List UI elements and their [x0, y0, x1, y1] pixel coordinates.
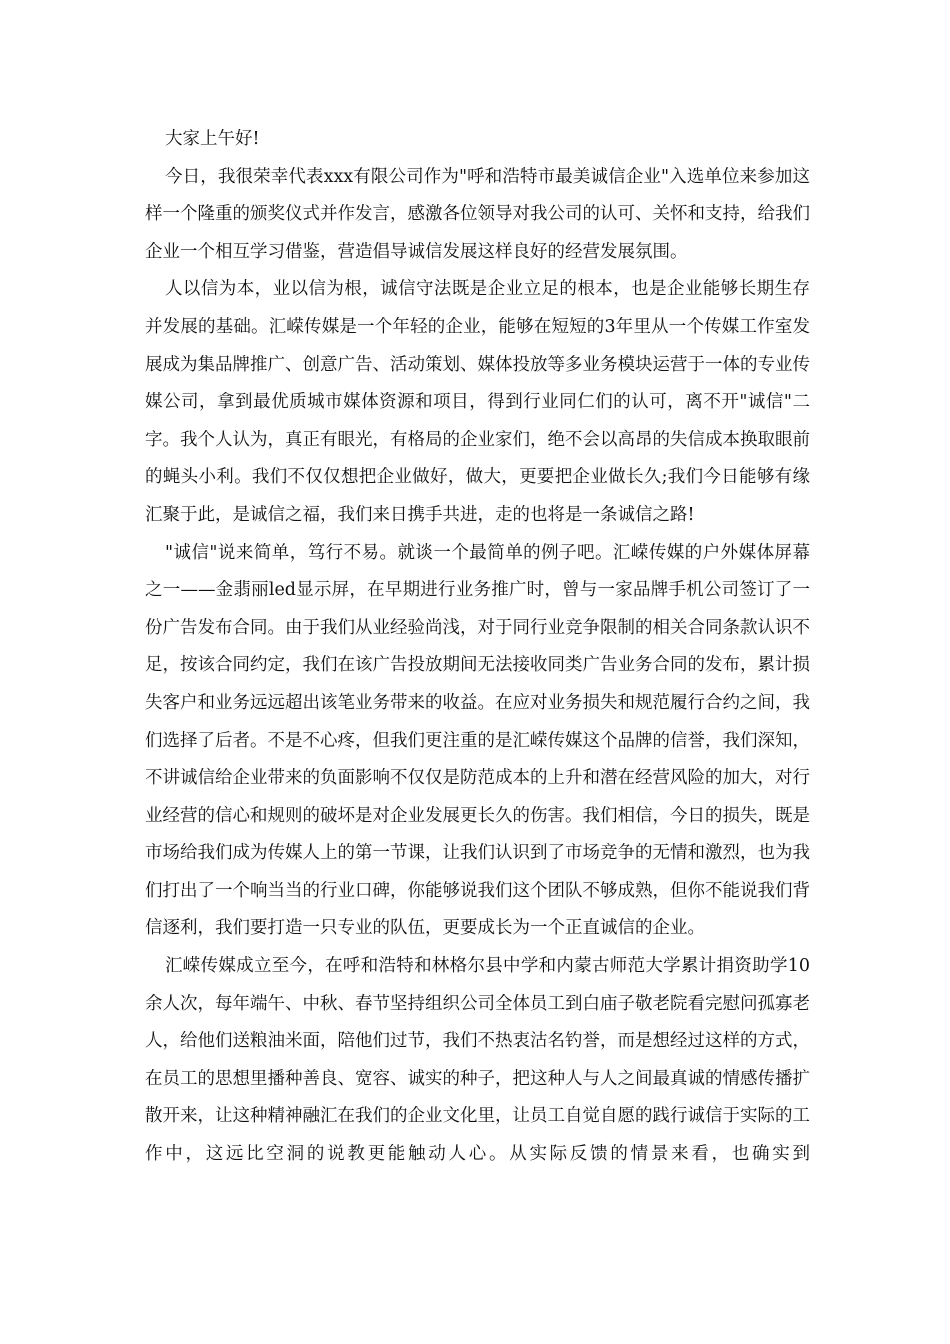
integrity-foundation-paragraph: 人以信为本，业以信为根，诚信守法既是企业立足的根本，也是企业能够长期生存并发展的基础。汇嵘传媒是一个年轻的企业，能够在短短的3年里从一个传媒工作室发展成为集品牌推广、创意广告、活动策划、媒体投放等多业务模块运营于一体的专业传媒公司，拿到最优质城市媒体资源和项目，得到行业同仁们的认可，离不开"诚信"二字。我个人认为，真正有眼光，有格局的企业家们，绝不会以高昂的失信成本换取眼前的蝇头小利。我们不仅仅想把企业做好，做大，更要把企业做长久;我们今日能够有缘汇聚于此，是诚信之福，我们来日携手共进，走的也将是一条诚信之路! — [145, 279, 810, 525]
speech-body — [145, 121, 810, 1174]
example-paragraph: "诚信"说来简单，笃行不易。就谈一个最简单的例子吧。汇嵘传媒的户外媒体屏幕之一——金翡丽led显示屏，在早期进行业务推广时，曾与一家品牌手机公司签订了一份广告发布合同。由于我们从业经验尚浅，对于同行业竞争限制的相关合同条款认识不足，按该合同约定，我们在该广告投放期间无法接收同类广告业务合同的发布，累计损失客户和业务远远超出该笔业务带来的收益。在应对业务损失和规范履行合约之间，我们选择了后者。不是不心疼，但我们更注重的是汇嵘传媒这个品牌的信誉，我们深知，不讲诚信给企业带来的负面影响不仅仅是防范成本的上升和潜在经营风险的加大，对行业经营的信心和规则的破坏是对企业发展更长久的伤害。我们相信，今日的损失，既是市场给我们成为传媒人上的第一节课，让我们认识到了市场竞争的无情和激烈，也为我们打出了一个响当当的行业口碑，你能够说我们这个团队不够成熟，但你不能说我们背信逐利，我们要打造一只专业的队伍，更要成长为一个正直诚信的企业。 — [145, 542, 810, 939]
greeting-paragraph: 大家上午好! — [165, 129, 260, 149]
opening-paragraph: 今日，我很荣幸代表xxx有限公司作为"呼和浩特市最美诚信企业"入选单位来参加这样一个隆重的颁奖仪式并作发言，感激各位领导对我公司的认可、关怀和支持，给我们企业一个相互学习借鉴，营造倡导诚信发展这样良好的经营发展氛围。 — [145, 166, 810, 262]
charity-paragraph: 汇嵘传媒成立至今，在呼和浩特和林格尔县中学和内蒙古师范大学累计捐资助学10余人次，每年端午、中秋、春节坚持组织公司全体员工到白庙子敬老院看完慰问孤寡老人，给他们送粮油米面，陪他们过节，我们不热衷沽名钓誉，而是想经过这样的方式，在员工的思想里播种善良、宽容、诚实的种子，把这种人与人之间最真诚的情感传播扩散开来，让这种精神融汇在我们的企业文化里，让员工自觉自愿的践行诚信于实际的工作中，这远比空洞的说教更能触动人心。从实际反馈的情景来看，也确实到 — [145, 956, 810, 1165]
